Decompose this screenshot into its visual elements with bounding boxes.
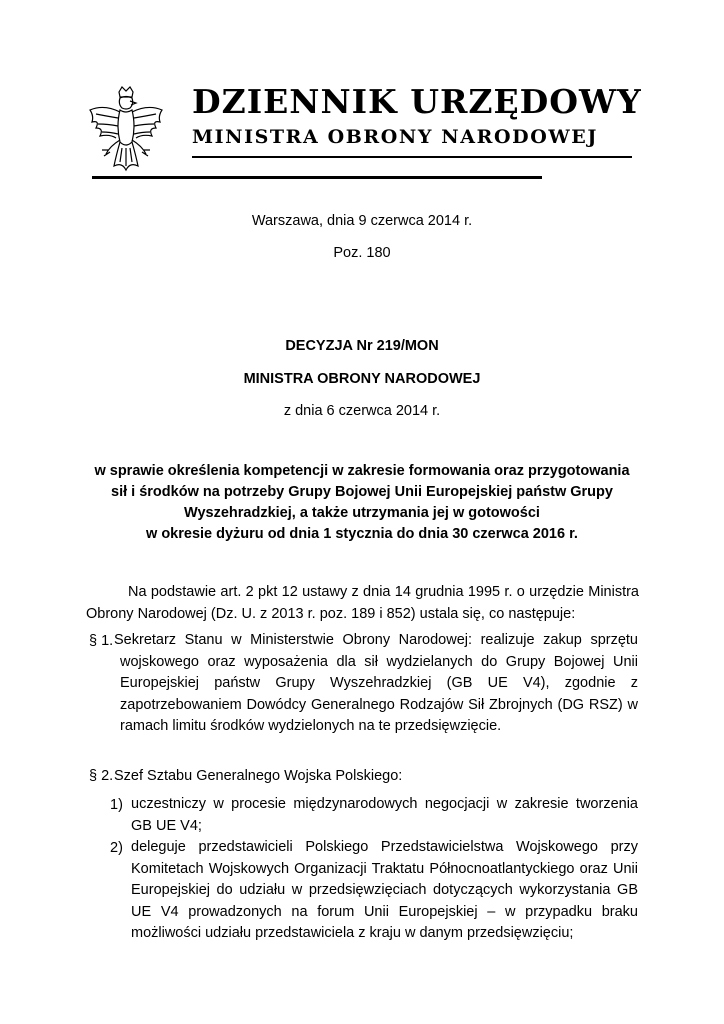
masthead [86,82,642,192]
section-1-mark: § 1. [89,633,114,649]
decision-date: z dnia 6 czerwca 2014 r. [283,403,441,419]
list-item-2-text: deleguje przedstawicieli Polskiego Przedstawicielstwa Wojskowego przy Komitetach Wojskowych Organizacji Traktatu Północnoatlantyckiego oraz Unii Europejskiej do udziału w przedsięwzięciach dotyczących wykorzystania GB UE V4 prowadzonych na forum Unii Europejskiej – w przypadku braku możliwości udziału przedstawiciela z kraju w danym przedsięwzięciu; [131,839,638,941]
subject-line-1: w sprawie określenia kompetencji w zakresie formowania oraz przygotowania [94,463,630,479]
list-item-1-number: 1) [110,797,123,813]
header-rule [192,156,632,158]
header-underline [92,176,542,179]
journal-subtitle: MINISTRA OBRONY NARODOWEJ [192,126,598,148]
section-2-mark: § 2. [89,768,114,784]
decision-issuer: MINISTRA OBRONY NARODOWEJ [243,371,481,387]
subject-line-3: Wyszehradzkiej, a także utrzymania jej w gotowości [184,505,540,521]
position-number: Poz. 180 [333,245,391,261]
subject-line-4: w okresie dyżuru od dnia 1 stycznia do dnia 30 czerwca 2016 r. [146,526,578,542]
place-date: Warszawa, dnia 9 czerwca 2014 r. [251,213,473,229]
decision-number: DECYZJA Nr 219/MON [285,338,439,354]
section-2-heading: Szef Sztabu Generalnego Wojska Polskiego: [114,768,403,784]
journal-title: DZIENNIK URZĘDOWY [192,82,642,121]
subject-line-2: sił i środków na potrzeby Grupy Bojowej Unii Europejskiej państw Grupy [111,484,613,500]
list-item-2-number: 2) [110,840,123,856]
polish-eagle-emblem [86,86,166,176]
list-item-1-text: uczestniczy w procesie międzynarodowych negocjacji w zakresie tworzenia GB UE V4; [131,796,638,834]
intro-paragraph: Na podstawie art. 2 pkt 12 ustawy z dnia 14 grudnia 1995 r. o urzędzie Ministra Obrony Narodowej (Dz. U. z 2013 r. poz. 189 i 852) ustala się, co następuje: [86,584,639,622]
section-1-text: Sekretarz Stanu w Ministerstwie Obrony Narodowej: realizuje zakup sprzętu wojskowego oraz wyposażenia dla sił wydzielanych do Grupy Bojowej Unii Europejskiej państw Grupy Wyszehradzkiej (GB UE V4), zgodnie z zapotrzebowaniem Dowódcy Generalnego Rodzajów Sił Zbrojnych (DG RSZ) w ramach limitu środków wydzielonych na te przedsięwzięcie. [114,632,638,734]
